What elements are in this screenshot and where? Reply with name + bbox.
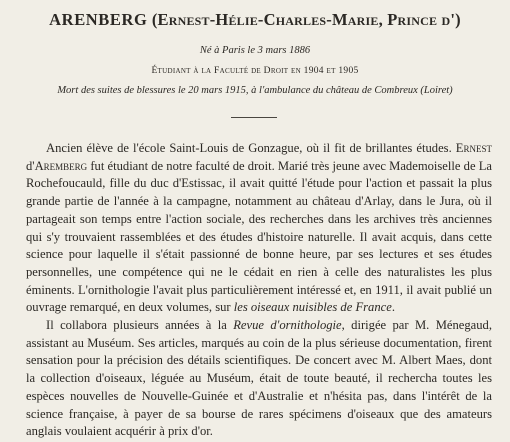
p1-text-end: . [391,300,395,315]
p1-text-a: Ancien élève de l'école Saint-Louis de Gonzague, où il fit de brillantes études. [46,141,456,155]
entry-title [0,10,510,30]
separator-rule [231,117,277,118]
p2-text-a: Il collabora plusieurs années à la [46,318,234,333]
death-line: Mort des suites de blessures le 20 mars 1915, à l'ambulance du château de Combreux (Loiret) [57,85,453,96]
entry-given-names: (Ernest-Hélie-Charles-Marie, Prince d') [151,10,461,29]
p1-text-c: fut étudiant de notre faculté de droit. Marié très jeune avec Mademoiselle de La Rochefoucauld, fille du duc d'Estissac, il avait quitté l'étude pour l'action et passait la plus grande partie de l'année à la campagne, notamment au château d'Arlay, dans le Jura, où il partageait son temps entre l'action sociale, des recherches dans les archives très anciennes qui s'y trouvaient rassemblées et des études d'histoire naturelle. Il avait acquis, dans cette science pour laquelle il s'était passionné de bonne heure, par ses lectures et ses études personnelles, une compétence qui ne le cédait en rien à celle des naturalistes les plus éminents. L'ornithologie l'avait plus particulièrement intéressé et, en 1911, il avait publié un ouvrage remarqué, en deux volumes, sur [26,158,492,315]
paragraph-2 [26,317,492,441]
p1-text-b: d' [26,158,35,173]
p1-name-first: Ernest [455,141,492,155]
biography-text [26,140,492,441]
p1-book-title: les oiseaux nuisibles de France [233,300,392,315]
student-line: Étudiant à la Faculté de Droit en 1904 et 1905 [151,66,359,76]
entry-surname: ARENBERG [49,10,148,29]
birth-line: Né à Paris le 3 mars 1886 [199,45,311,56]
paragraph-1 [26,140,492,317]
p1-name-family: Aremberg [34,158,88,173]
p2-text-b: , dirigée par M. Ménegaud, assistant au Muséum. Ses articles, marqués au coin de la plus sérieuse documentation, firent sensation pour la précision des détails scientifiques. De concert avec M. Albert Maes, dont la collection d'oiseaux, léguée au Muséum, était de toute beauté, il rechercha toutes les espèces nouvelles de Nouvelle-Guinée et d'Australie et n'hésita pas, dans l'intérêt de la science française, à payer de sa bourse de rares spécimens d'oiseaux que des amateurs anglais voulaient acquérir à prix d'or. [26,318,492,439]
p2-journal-title: Revue d'ornithologie [233,318,342,333]
